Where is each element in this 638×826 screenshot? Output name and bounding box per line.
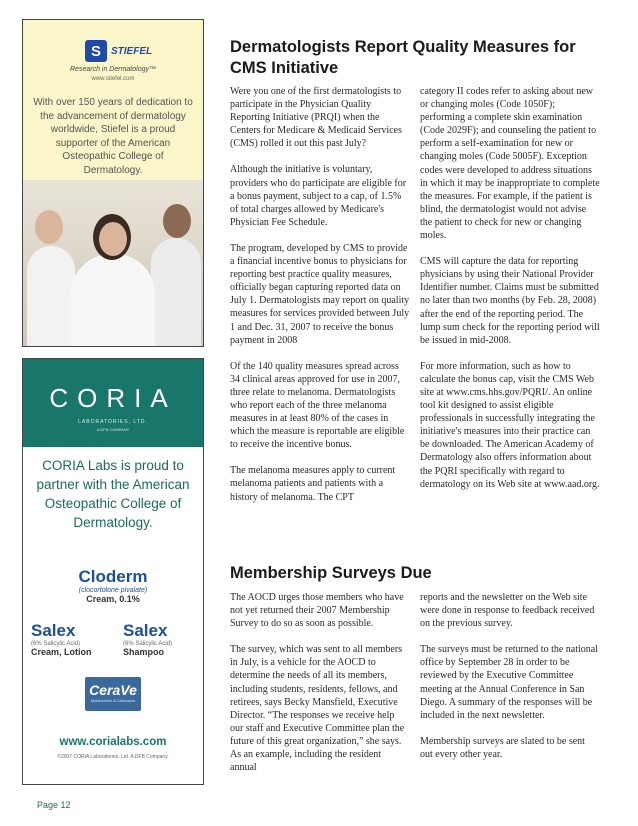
stiefel-website: www.stiefel.com (91, 76, 135, 82)
salex-generic: (6% Salicylic Acid) (123, 641, 173, 647)
cloderm-generic: (clocortolone pivalate) (78, 587, 148, 594)
stiefel-brand: STIEFEL (111, 45, 153, 57)
coria-copyright: ©2007 CORIA Laboratories, Ltd. A DFB Company. (57, 754, 169, 760)
article1-title: Dermatologists Report Quality Measures for CMS Initiative (230, 38, 576, 77)
article2-column2 (420, 591, 600, 774)
coria-company-line: A DFB COMPANY (96, 427, 130, 432)
doctor-head (99, 222, 127, 256)
coria-logo: CORIA (49, 383, 177, 413)
cerave-sub: Moisturizers & Cleansers (90, 698, 136, 703)
salex-form: Shampoo (123, 647, 165, 657)
coria-header (23, 359, 203, 447)
paragraph: CMS will capture the data for reporting physicians by using their National Provider Identifier number. Claims must be submitted no later than two months (by Feb. 28, 2008) after the end of the reporting period. The lump sum check for the reporting period will be issued in mid-2008. (420, 256, 600, 346)
paragraph: category II codes refer to asking about new or changing moles (Code 1050F); performing a complete skin examination (Code 2029F); and counseling the patient to perform a self-examination for new or changing moles (Code 5005F). Exception codes were developed to address situations in which it may be inappropriate to complete the measures. For example, if the patient is blind, the dermatologist would not advise the patient to check for new or changing moles. (420, 86, 600, 242)
cloderm-form: Cream, 0.1% (86, 594, 140, 604)
paragraph: The AOCD urges those members who have not yet returned their 2007 Membership Survey to do so as soon as possible. (230, 592, 404, 630)
paragraph: Although the initiative is voluntary, providers who do participate are eligible for a bonus payment, subject to a cap, of 1.5% of total charges allowed by Medicare's Physician Fee Schedule. (230, 164, 407, 228)
coria-message: CORIA Labs is proud to partner with the American Osteopathic College of Dermatology. (36, 458, 190, 530)
stiefel-ad (22, 19, 204, 347)
stiefel-message: With over 150 years of dedication to the advancement of dermatology worldwide, Stiefel is a proud supporter of the American Osteopathic College of Dermatology. (33, 97, 193, 176)
stiefel-logo-icon: S (85, 40, 107, 62)
paragraph: Of the 140 quality measures spread across 34 clinical areas approved for use in 2007, three relate to melanoma. Dermatologists who report each of the three melanoma measures in at least 80% of the cases in which the measure is reportable are eligible to receive the incentive bonus. (230, 360, 405, 451)
cerave-product (85, 677, 141, 711)
paragraph: Were you one of the first dermatologists to participate in the Physician Quality Reporting Initiative (PRQI) when the Centers for Medicare & Medicaid Services (CMS) rolled it out this past July? (230, 86, 402, 150)
cerave-name: CeraVe (89, 682, 137, 698)
doctors-photo (23, 180, 203, 346)
doctor-head (35, 210, 63, 244)
paragraph: The surveys must be returned to the national office by September 28 in order to be reviewed by the Executive Committee meeting at the Annual Conference in San Diego. A summary of the responses will be included in the next newsletter. (420, 644, 599, 721)
article1-column1 (230, 85, 410, 517)
article2-column1 (230, 591, 410, 787)
doctor-figure (151, 238, 201, 346)
doctor-head (163, 204, 191, 238)
coria-ad (22, 358, 204, 785)
stiefel-tagline: Research in Dermatology™ (70, 66, 156, 73)
doctor-figure (27, 246, 75, 346)
salex-form: Cream, Lotion (31, 647, 92, 657)
paragraph: The melanoma measures apply to current melanoma patients and patients with a history of melanoma. The CPT (230, 465, 396, 503)
salex-name: Salex (123, 621, 168, 640)
cloderm-name: Cloderm (78, 567, 148, 586)
salex-cream-product (31, 621, 92, 657)
paragraph: Membership surveys are slated to be sent out every other year. (420, 735, 585, 760)
article2-title: Membership Surveys Due (230, 564, 432, 582)
salex-name: Salex (31, 621, 76, 640)
doctor-figure (71, 254, 155, 346)
paragraph: For more information, such as how to calculate the bonus cap, visit the CMS Web site at www.cms.hhs.gov/PQRI/. An online tool kit designed to assist eligible professionals in successfully integrating the initiative's measures into their practice can be downloaded. The American Academy of Dermatology also offers information about the PQRI specifically with regard to dermatology on its Web site at www.aad.org. (420, 360, 600, 490)
salex-generic: (6% Salicylic Acid) (31, 641, 81, 647)
paragraph: The program, developed by CMS to provide a financial incentive bonus to physicians for reporting best practice quality measures, officially began capturing reported data on July 1. Dermatologists may report on quality measures for services provided between July 1 and Dec. 31, 2007 to receive the bonus payment in 2008 (230, 242, 410, 346)
salex-shampoo-product (123, 621, 172, 657)
cloderm-product (23, 567, 203, 604)
paragraph: The survey, which was sent to all members in July, is a vehicle for the AOCD to determine the needs of all its members, including students, residents, fellows, and retirees, says Becky Mansfield, Executive Director. “The responses we receive help our staff and Executive Committee plan the future of this great organization,” she says. As an example, including the resident annual (230, 644, 405, 774)
paragraph: reports and the newsletter on the Web site were done in response to feedback received on the previous survey. (420, 592, 595, 630)
coria-website: www.corialabs.com (59, 736, 167, 748)
article1-column2 (420, 85, 600, 504)
stiefel-logo (85, 40, 152, 62)
coria-subbrand: LABORATORIES, LTD. (78, 419, 148, 425)
page-number: Page 12 (37, 800, 71, 810)
